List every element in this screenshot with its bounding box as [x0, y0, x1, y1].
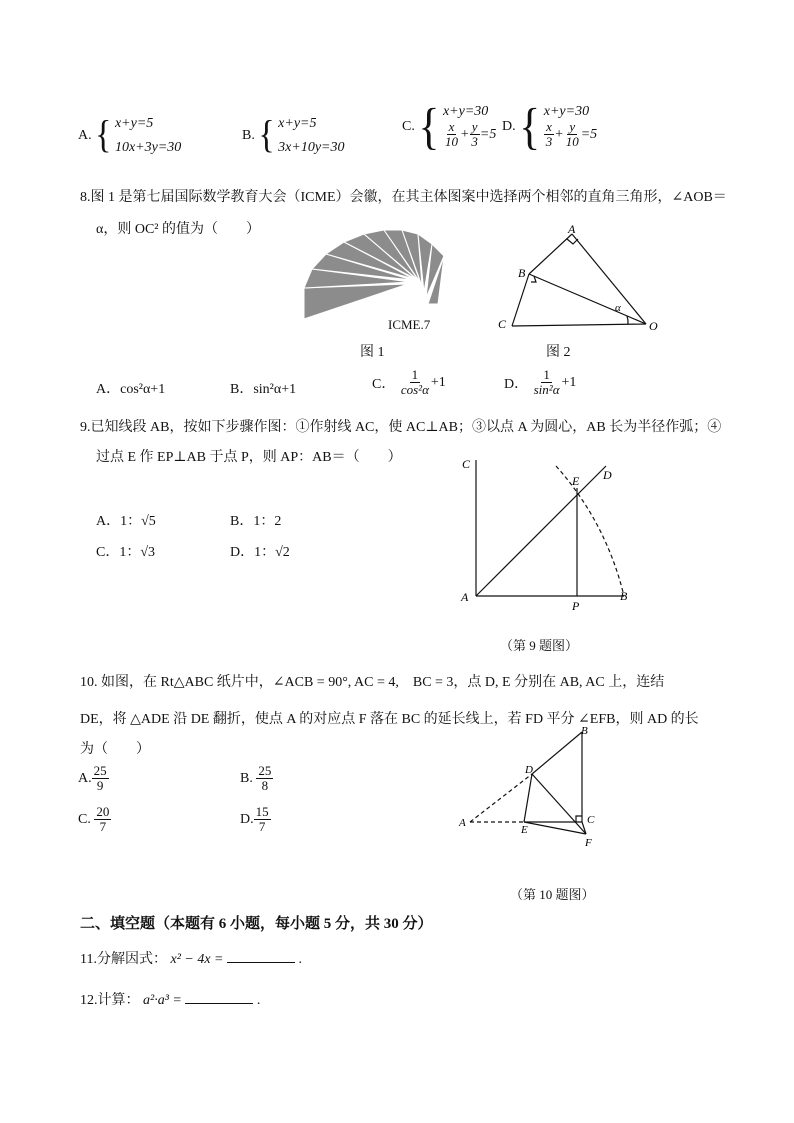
q8-option-b[interactable]: B．sin²α+1: [230, 382, 297, 397]
frac-den: cos²α: [400, 382, 429, 398]
frac-num: 1: [411, 367, 419, 382]
label-b: B: [620, 589, 628, 603]
q7-c-rhs: =5: [479, 127, 497, 143]
frac-num: 15: [255, 804, 269, 819]
brace: {: [519, 98, 541, 155]
q7-b-eq2: 3x+10y=30: [278, 140, 345, 155]
frac-num: 1: [543, 367, 550, 382]
frac-num: 20: [96, 804, 110, 819]
label-e: E: [521, 824, 528, 836]
q8-option-c[interactable]: [372, 368, 446, 398]
q10-stem-line2: DE，将 △ADE 沿 DE 翻折，使点 A 的对应点 F 落在 BC 的延长线上，若 FD 平分 ∠EFB，则 AD 的长: [80, 712, 699, 727]
label-c: C: [587, 814, 595, 826]
q8-option-d-label: D．: [504, 376, 529, 392]
q10-option-a-label: A.: [78, 770, 92, 786]
q9-stem-line1: 9.已知线段 AB，按如下步骤作图：①作射线 AC，使 AC⊥AB；③以点 A 为圆心，AB 长为半径作弧；④: [80, 420, 722, 435]
brace: {: [95, 114, 112, 157]
q7-option-c[interactable]: C. { x+y=30 $\frac{x}{10}$ + $\frac{y}{3}$ =5: [402, 98, 497, 155]
q10-option-c[interactable]: [78, 805, 111, 835]
label-a: A: [568, 222, 576, 236]
icme-logo-text: ICME.7: [388, 317, 431, 332]
q7-option-b[interactable]: [242, 112, 345, 160]
q8-option-c-label: C．: [372, 376, 396, 392]
brace: {: [418, 98, 440, 155]
q10-figure: [456, 722, 606, 852]
frac-num: x: [448, 119, 455, 134]
q7-a-eq1: x+y=5: [114, 116, 154, 131]
q12-expression: a²·a³ =: [143, 993, 182, 1008]
label-p: P: [572, 599, 580, 613]
label-f: F: [585, 837, 592, 849]
frac-num: y: [569, 119, 576, 134]
frac-den: 8: [261, 778, 269, 794]
frac-den: 10: [565, 134, 579, 150]
q10-option-d[interactable]: [240, 805, 271, 835]
q7-c-eq1: x+y=30: [442, 104, 489, 119]
q10-option-b-label: B.: [240, 770, 253, 786]
frac-den: 3: [545, 134, 553, 150]
frac-den: 7: [258, 819, 266, 835]
q8-option-d[interactable]: [504, 368, 576, 398]
q8-option-a[interactable]: A．cos²α+1: [96, 382, 166, 397]
q9-option-d[interactable]: D．1：√2: [230, 545, 290, 560]
label-d: D: [603, 468, 612, 482]
label-b: B: [581, 725, 588, 737]
frac-den: 7: [99, 819, 107, 835]
q12-answer-blank[interactable]: [185, 991, 253, 1004]
q7-b-eq1: x+y=5: [278, 116, 317, 131]
q10-option-b[interactable]: [240, 764, 273, 794]
q7-option-b-label: B.: [242, 128, 255, 143]
q7-option-d[interactable]: D. { x+y=30 $\frac{x}{3}$ + $\frac{y}{10}$ =5: [502, 98, 598, 155]
label-d: D: [525, 764, 533, 776]
q7-a-eq2: 10x+3y=30: [114, 140, 182, 155]
fig2-triangles: [494, 222, 669, 337]
frac-num: x: [546, 119, 552, 134]
brace: {: [258, 114, 275, 157]
q10-figure-caption: （第 10 题图）: [510, 887, 595, 902]
label-a: A: [459, 817, 466, 829]
frac-den: 3: [471, 134, 478, 150]
label-alpha: α: [615, 302, 621, 314]
q12: [80, 989, 260, 1009]
q9-option-b[interactable]: B．1：2: [230, 514, 282, 529]
q12-stem: 12.计算：: [80, 993, 140, 1008]
q9-option-a[interactable]: A．1：√5: [96, 514, 156, 529]
q10-option-a[interactable]: [78, 764, 109, 794]
q11-expression: x² − 4x =: [170, 952, 224, 967]
label-b: B: [518, 266, 526, 280]
q11-period: .: [298, 952, 303, 967]
q7-d-rhs: =5: [580, 127, 598, 143]
label-o: O: [649, 319, 658, 333]
q7-option-c-label: C.: [402, 118, 415, 134]
frac-num: 25: [258, 763, 272, 778]
frac-den: 9: [96, 778, 104, 794]
q7-option-a-label: A.: [78, 128, 92, 143]
q7-option-a[interactable]: [78, 112, 181, 160]
q11-answer-blank[interactable]: [227, 950, 295, 963]
q7-d-eq1: x+y=30: [543, 104, 590, 119]
q10-option-c-label: C.: [78, 811, 91, 827]
label-c: C: [462, 457, 471, 471]
frac-tail: +1: [561, 374, 577, 390]
q8-stem-line2: α，则 OC² 的值为（ ）: [96, 222, 260, 237]
frac-num: 25: [93, 763, 107, 778]
q9-figure: [456, 452, 646, 617]
label-e: E: [572, 474, 580, 488]
section-title-fill-in: 二、填空题（本题有 6 小题，每小题 5 分，共 30 分）: [80, 916, 433, 932]
q12-period: .: [256, 993, 261, 1008]
q11: [80, 948, 302, 968]
frac-num: y: [471, 119, 478, 134]
q9-stem-line2: 过点 E 作 EP⊥AB 于点 P，则 AP：AB＝（ ）: [96, 450, 402, 465]
frac-den: 10: [444, 134, 458, 150]
q10-stem-line1: 10. 如图，在 Rt△ABC 纸片中，∠ACB = 90°, AC = 4, BC = 3，点 D, E 分别在 AB, AC 上，连结: [80, 675, 665, 690]
fig2-caption: 图 2: [546, 345, 571, 360]
fig1-caption: 图 1: [360, 345, 385, 360]
label-c: C: [498, 317, 507, 331]
frac-tail: +1: [430, 374, 446, 390]
q10-stem-line3: 为（ ）: [80, 742, 150, 757]
q7-option-d-label: D.: [502, 118, 516, 134]
frac-den: sin²α: [533, 382, 560, 398]
q10-option-d-label: D.: [240, 811, 254, 827]
q8-stem-line1: 8.图 1 是第七届国际数学教育大会（ICME）会徽，在其主体图案中选择两个相邻的直角三角形，∠AOB＝: [80, 190, 727, 205]
label-a: A: [461, 590, 469, 604]
q9-option-c[interactable]: C．1：√3: [96, 545, 156, 560]
q9-figure-caption: （第 9 题图）: [500, 638, 579, 653]
q11-stem: 11.分解因式：: [80, 952, 167, 967]
